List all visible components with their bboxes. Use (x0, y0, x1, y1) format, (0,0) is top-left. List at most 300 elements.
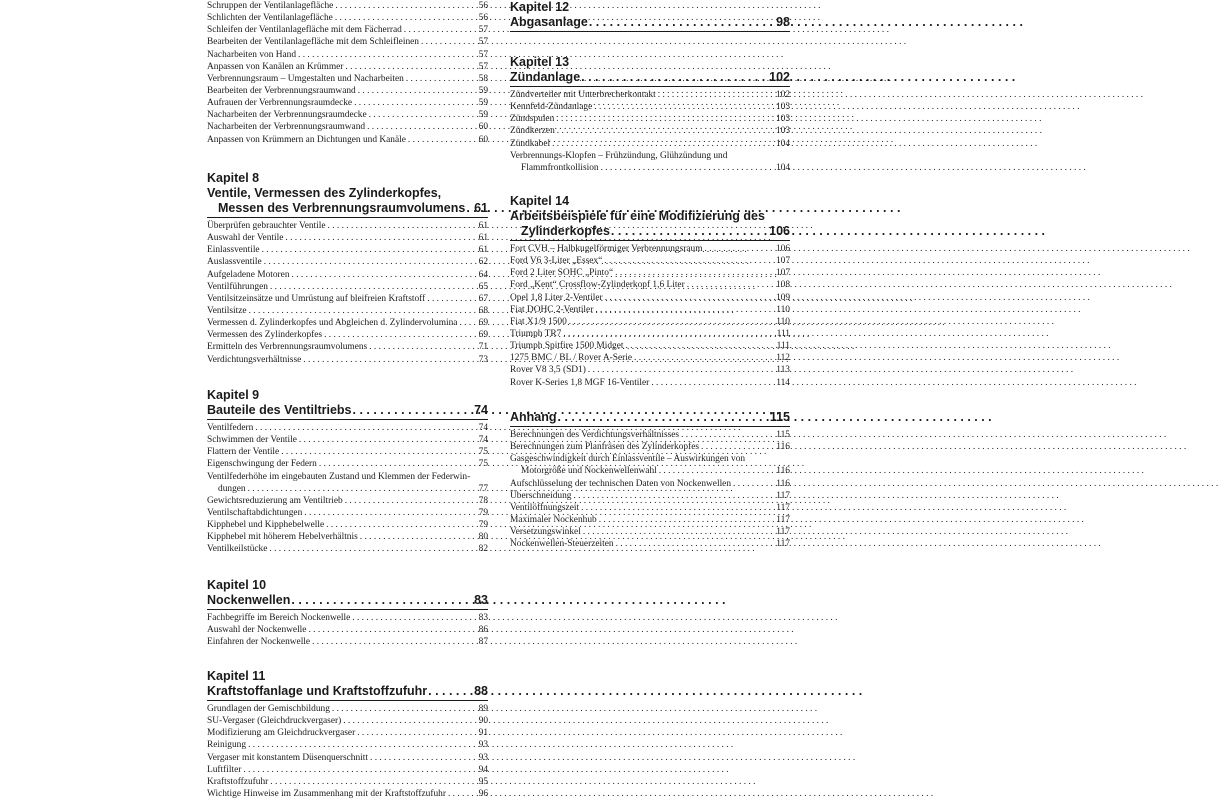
dot-leader (588, 15, 774, 30)
dot-leader (406, 134, 477, 146)
dot-leader (268, 281, 477, 293)
toc-entry[interactable] (207, 220, 488, 232)
entry-page: 67 (478, 293, 488, 304)
entry-page: 112 (776, 353, 790, 364)
entry-page: 64 (478, 269, 488, 280)
toc-entry[interactable] (510, 502, 790, 514)
entry-page: 96 (478, 788, 488, 799)
dot-leader (593, 304, 774, 316)
entry-page: 116 (776, 466, 790, 477)
dot-leader (310, 636, 477, 648)
entry-page: 60 (478, 134, 488, 145)
entry-page: 93 (478, 752, 488, 763)
toc-entry[interactable] (207, 281, 488, 293)
dot-leader (343, 61, 476, 73)
chapter-title[interactable] (207, 186, 488, 201)
entry-page: 117 (776, 502, 790, 513)
toc-entry[interactable] (510, 138, 790, 150)
dot-leader (603, 292, 774, 304)
dot-leader (333, 12, 477, 24)
dot-leader (330, 703, 477, 715)
entry-page: 117 (776, 514, 790, 525)
toc-entry-list (510, 243, 790, 389)
toc-entry[interactable] (510, 429, 790, 441)
dot-leader (343, 495, 477, 507)
dot-leader (367, 109, 477, 121)
dot-leader (703, 243, 774, 255)
dot-leader (301, 354, 476, 366)
toc-entry[interactable] (207, 305, 488, 317)
dot-leader (290, 269, 477, 281)
toc-entry[interactable] (207, 636, 488, 648)
entry-page: 117 (776, 527, 790, 538)
dot-leader (268, 776, 476, 788)
entry-page: 107 (775, 256, 790, 267)
entry-page: 110 (776, 316, 790, 327)
entry-title: Ermitteln des Verbrennungsraumvolumens (207, 342, 368, 353)
entry-title: Auswahl der Nockenwelle (207, 625, 307, 636)
entry-page: 104 (775, 138, 790, 149)
entry-page: 74 (478, 435, 488, 446)
entry-title: Versetzungswinkel (510, 527, 581, 538)
dot-leader (679, 429, 774, 441)
dot-leader (457, 317, 476, 329)
chapter-title[interactable] (207, 593, 488, 608)
toc-entry[interactable] (510, 304, 790, 316)
entry-title: Maximaler Nockenhub (510, 514, 597, 525)
entry-page: 59 (478, 85, 488, 96)
dot-leader (322, 329, 477, 341)
entry-page: 89 (478, 704, 488, 714)
entry-page: 57 (478, 49, 488, 60)
entry-page: 117 (776, 539, 790, 550)
entry-title: Kennfeld-Zündanlage (510, 102, 593, 113)
entry-title: Ford „Kent“ Crossflow-Zylinderkopf 1,6 Liter (510, 280, 685, 291)
entry-page: 74 (478, 423, 488, 433)
entry-title: Kipphebel mit höherem Hebelverhältnis (207, 532, 358, 543)
entry-page: 69 (478, 330, 488, 341)
toc-entry[interactable] (510, 490, 790, 502)
chapter-number: Kapitel 13 (510, 55, 570, 69)
chapter-title-text: Nockenwellen (207, 593, 291, 607)
toc-entry[interactable] (510, 279, 790, 291)
dot-leader (599, 162, 774, 174)
dot-leader (550, 138, 774, 150)
appendix-title[interactable] (510, 410, 790, 425)
toc-entry[interactable] (207, 121, 488, 133)
toc-entry[interactable] (207, 12, 488, 24)
entry-title: Vermessen des Zylinderkopfes (207, 330, 323, 341)
chapter-title-continued[interactable] (510, 224, 790, 239)
dot-leader (352, 403, 473, 418)
entry-title: Verdichtungsverhältnisse (207, 354, 302, 365)
toc-entry[interactable] (510, 113, 790, 125)
toc-entry[interactable] (510, 377, 790, 389)
toc-entry[interactable] (207, 341, 488, 353)
entry-page: 91 (478, 728, 488, 739)
chapter-number: Kapitel 11 (207, 669, 266, 683)
toc-entry[interactable] (207, 36, 488, 48)
dot-leader (365, 121, 477, 133)
entry-title: SU-Vergaser (Gleichdruckvergaser) (207, 716, 342, 727)
entry-page: 79 (478, 507, 488, 518)
dot-leader (326, 220, 477, 232)
entry-title: Eigenschwingung der Federn (207, 459, 317, 470)
entry-title: Auswahl der Ventile (207, 233, 284, 244)
entry-page: 111 (776, 328, 790, 339)
entry-page: 103 (775, 102, 790, 113)
chapter-divider (207, 419, 488, 420)
entry-page: 79 (478, 520, 488, 531)
entry-title: Fiat X1/9 1500 (510, 316, 567, 327)
dot-leader (356, 85, 477, 97)
entry-page: 108 (775, 280, 790, 291)
entry-page: 60 (478, 122, 488, 133)
dot-leader (246, 483, 477, 495)
entry-title: Einlassventile (207, 245, 260, 256)
entry-title-line2: dungen (218, 483, 246, 494)
entry-page: 93 (478, 740, 488, 751)
dot-leader (297, 434, 477, 446)
dot-leader (623, 340, 774, 352)
entry-title: Luftfilter (207, 764, 242, 775)
chapter-divider (510, 240, 790, 241)
chapter-number: Kapitel 8 (207, 171, 260, 185)
dot-leader (699, 441, 774, 453)
dot-leader (580, 70, 767, 85)
toc-entry[interactable] (510, 101, 790, 113)
toc-entry[interactable] (207, 49, 488, 61)
chapter-title[interactable] (510, 70, 790, 85)
dot-leader (350, 612, 476, 624)
entry-title-line1: Gasgeschwindigkeit durch Einlassventile – Auswirkungen von (510, 454, 746, 465)
entry-title: Ventilsitzeinsätze und Umrüstung auf bleifreien Kraftstoff (207, 293, 426, 304)
entry-title: Zündkerzen (510, 126, 555, 137)
dot-leader (279, 446, 476, 458)
entry-title: Fachbegriffe im Bereich Nockenwelle (207, 613, 351, 623)
dot-leader (341, 715, 476, 727)
toc-entry[interactable] (207, 727, 488, 739)
entry-title: Schwimmen der Ventile (207, 435, 297, 446)
dot-leader (597, 514, 775, 526)
appendix (510, 410, 790, 550)
entry-title: Ventilführungen (207, 281, 268, 292)
entry-page: 109 (775, 292, 790, 303)
toc-entry[interactable] (510, 352, 790, 364)
entry-page: 90 (478, 716, 488, 727)
entry-page: 103 (775, 114, 790, 125)
entry-title: Aufschlüsselung der technischen Daten von Nockenwellen (510, 478, 732, 489)
chapter-title-text: Kraftstoffanlage und Kraftstoffzufuhr (207, 684, 428, 698)
toc-entry[interactable] (207, 61, 488, 73)
toc-entry[interactable] (207, 269, 488, 281)
entry-page: 111 (776, 341, 790, 352)
toc-entry[interactable] (510, 441, 790, 453)
entry-title: Fort CVH – Halbkugelförmiger Verbrennungsraum (510, 244, 703, 254)
dot-leader (419, 36, 477, 48)
entry-page: 117 (776, 490, 790, 501)
chapter-divider (510, 86, 790, 87)
toc-entry[interactable] (207, 764, 488, 776)
chapter-title-line2: Zylinderkopfes (521, 224, 610, 238)
dot-leader (602, 255, 774, 267)
entry-title: Vermessen d. Zylinderkopfes und Abgleichen d. Zylindervolumina (207, 318, 458, 329)
entry-page: 68 (478, 305, 488, 316)
toc-entry[interactable] (510, 243, 790, 255)
toc-entry[interactable] (207, 434, 488, 446)
dot-leader (260, 244, 477, 256)
entry-title: Zündkabel (510, 138, 551, 149)
entry-page: 75 (478, 459, 488, 470)
entry-title-line2: Motorgröße und Nockenwellenwahl (521, 466, 657, 477)
entry-page: 106 (775, 244, 790, 254)
entry-page: 94 (478, 764, 488, 775)
entry-title: Modifizierung am Gleichdruckvergaser (207, 728, 356, 739)
toc-entry[interactable] (207, 752, 488, 764)
entry-title: Nacharbeiten von Hand (207, 49, 297, 60)
entry-page: 59 (478, 110, 488, 121)
chapter-page: 74 (474, 403, 488, 417)
toc-entry[interactable] (207, 507, 488, 519)
chapter-title-line1: Ventile, Vermessen des Zylinderkopfes, (207, 186, 442, 200)
toc-continued-section (207, 0, 488, 146)
dot-leader (306, 624, 476, 636)
dot-leader (555, 125, 774, 137)
toc-entry[interactable] (510, 538, 790, 550)
toc-entry-continued[interactable] (510, 465, 790, 477)
entry-title: Kipphebel und Kipphebelwelle (207, 520, 325, 531)
entry-title: Ventilkeilstücke (207, 544, 268, 555)
entry-page: 61 (478, 221, 488, 231)
toc-entry[interactable] (207, 293, 488, 305)
dot-leader (267, 543, 476, 555)
entry-page: 102 (775, 90, 790, 100)
toc-entry[interactable] (207, 354, 488, 366)
chapter-12 (510, 0, 790, 34)
dot-leader (465, 201, 472, 216)
entry-title: Ventilfedern (207, 423, 254, 433)
dot-leader (290, 593, 472, 608)
toc-entry[interactable] (207, 317, 488, 329)
toc-entry[interactable] (510, 89, 790, 101)
entry-title: Ventilöffnungszeit (510, 502, 580, 513)
entry-page: 73 (478, 354, 488, 365)
chapter-11 (207, 669, 488, 800)
toc-entry[interactable] (207, 85, 488, 97)
entry-title: Triumph Spitfire 1500 Midget (510, 341, 624, 352)
toc-entry[interactable] (207, 531, 488, 543)
toc-entry[interactable] (207, 612, 488, 624)
entry-title: Berechnungen zum Planfräsen des Zylinderkopfes (510, 442, 700, 453)
dot-leader (302, 507, 476, 519)
chapter-title-text: Bauteile des Ventiltriebs (207, 403, 352, 417)
toc-entry-wrapped[interactable] (510, 150, 790, 162)
toc-entry[interactable] (207, 543, 488, 555)
entry-page: 61 (478, 245, 488, 256)
chapter-14 (510, 194, 790, 389)
entry-page: 75 (478, 447, 488, 458)
entry-title: Aufgeladene Motoren (207, 269, 290, 280)
toc-entry[interactable] (207, 97, 488, 109)
entry-page: 61 (478, 233, 488, 244)
entry-title: Zündspulen (510, 114, 555, 125)
dot-leader (404, 73, 477, 85)
chapter-page: 88 (474, 684, 488, 698)
chapter-number: Kapitel 14 (510, 194, 570, 208)
toc-entry[interactable] (207, 24, 488, 36)
toc-entry[interactable] (207, 495, 488, 507)
toc-entry[interactable] (510, 340, 790, 352)
toc-entry-continued[interactable] (207, 483, 488, 495)
entry-title: Nacharbeiten der Verbrennungsraumdecke (207, 110, 367, 121)
entry-title-line1: Ventilfederhöhe im eingebauten Zustand und Klemmen der Federwin- (207, 471, 471, 482)
entry-title: Schleifen der Ventilanlagefläche mit dem Fächerrad (207, 25, 402, 36)
toc-entry[interactable] (510, 267, 790, 279)
chapter-8 (207, 171, 488, 366)
chapter-title[interactable] (207, 684, 488, 699)
toc-entry[interactable] (207, 788, 488, 800)
chapter-title-line2: Messen des Verbrennungsraumvolumens (218, 201, 466, 215)
dot-leader (425, 293, 476, 305)
dot-leader (586, 364, 774, 376)
chapter-title[interactable] (510, 15, 790, 30)
entry-title: Flattern der Ventile (207, 447, 280, 458)
entry-title: Schruppen der Ventilanlagefläche (207, 1, 334, 11)
chapter-title-text: Zündanlage (510, 70, 581, 84)
toc-entry-wrapped[interactable] (207, 471, 488, 483)
entry-title: Rover V8 3,5 (SD1) (510, 365, 586, 376)
chapter-title-text: Abgasanlage (510, 15, 588, 29)
entry-page: 57 (478, 61, 488, 72)
toc-entry[interactable] (207, 446, 488, 458)
chapter-13 (510, 55, 790, 174)
dot-leader (571, 490, 774, 502)
toc-entry[interactable] (207, 256, 488, 268)
entry-title: Grundlagen der Gemischbildung (207, 704, 330, 714)
toc-entry[interactable] (207, 73, 488, 85)
entry-page: 77 (478, 483, 488, 494)
toc-entry[interactable] (207, 776, 488, 788)
toc-entry[interactable] (510, 526, 790, 538)
entry-page: 87 (478, 637, 488, 648)
toc-entry[interactable] (510, 514, 790, 526)
toc-entry[interactable] (510, 478, 790, 490)
chapter-divider (510, 31, 790, 32)
entry-title: Berechnungen des Verdichtungsverhältnisses (510, 430, 680, 440)
entry-title: Nockenwellen-Steuerzeiten (510, 539, 614, 550)
toc-entry[interactable] (510, 316, 790, 328)
toc-entry[interactable] (207, 519, 488, 531)
appendix-title-text: Anhang (510, 410, 557, 424)
toc-entry[interactable] (207, 134, 488, 146)
toc-entry[interactable] (510, 125, 790, 137)
entry-title: Anpassen von Kanälen an Krümmer (207, 61, 344, 72)
entry-title: Ventilschaftabdichtungen (207, 507, 303, 518)
chapter-page: 102 (769, 70, 790, 84)
toc-entry-wrapped[interactable] (510, 453, 790, 465)
dot-leader (247, 305, 477, 317)
chapter-title-continued[interactable] (207, 201, 488, 216)
toc-entry[interactable] (207, 458, 488, 470)
toc-entry[interactable] (510, 328, 790, 340)
chapter-page: 61 (474, 201, 488, 215)
toc-entry[interactable] (207, 329, 488, 341)
entry-page: 113 (776, 365, 790, 376)
chapter-number: Kapitel 9 (207, 388, 260, 402)
entry-page: 116 (776, 478, 790, 489)
toc-entry[interactable] (207, 0, 488, 12)
entry-title: Fiat DOHC 2-Ventiler (510, 304, 594, 315)
entry-title: Triumph TR7 (510, 328, 562, 339)
dot-leader (427, 684, 472, 699)
toc-entry-list (207, 0, 488, 146)
dot-leader (352, 97, 477, 109)
dot-leader (557, 410, 768, 425)
dot-leader (592, 101, 774, 113)
entry-page: 65 (478, 281, 488, 292)
toc-entry[interactable] (207, 422, 488, 434)
dot-leader (355, 727, 476, 739)
entry-page: 56 (478, 1, 488, 11)
toc-entry-list (207, 422, 488, 556)
toc-entry[interactable] (510, 364, 790, 376)
entry-title: Ford 2 Liter SOHC „Pinto“ (510, 268, 614, 279)
entry-page: 116 (776, 442, 790, 453)
entry-title: Anpassen von Krümmern an Dichtungen und Kanäle (207, 134, 406, 145)
chapter-divider (207, 700, 488, 701)
dot-leader (610, 224, 767, 239)
toc-entry[interactable] (207, 109, 488, 121)
appendix-page: 115 (769, 410, 790, 424)
entry-title: Opel 1,8 Liter 2-Ventiler (510, 292, 603, 303)
entry-title: Vergaser mit konstantem Düsenquerschnitt (207, 752, 368, 763)
toc-entry-continued[interactable] (510, 162, 790, 174)
toc-entry[interactable] (207, 244, 488, 256)
entry-page: 107 (775, 268, 790, 279)
dot-leader (253, 422, 476, 434)
toc-entry[interactable] (207, 232, 488, 244)
entry-title: Einfahren der Nockenwelle (207, 637, 311, 648)
toc-entry[interactable] (510, 292, 790, 304)
chapter-title[interactable] (207, 403, 488, 418)
toc-entry[interactable] (510, 255, 790, 267)
toc-entry[interactable] (207, 715, 488, 727)
dot-leader (262, 256, 477, 268)
dot-leader (581, 526, 774, 538)
entry-title: Kraftstoffzufuhr (207, 776, 269, 787)
entry-page: 83 (478, 613, 488, 623)
entry-title: Auslassventile (207, 257, 262, 268)
entry-page: 86 (478, 625, 488, 636)
toc-entry[interactable] (207, 624, 488, 636)
chapter-title[interactable] (510, 209, 790, 224)
entry-page: 59 (478, 98, 488, 109)
toc-entry[interactable] (207, 703, 488, 715)
chapter-divider (207, 217, 488, 218)
entry-page: 56 (478, 13, 488, 24)
entry-page: 62 (478, 257, 488, 268)
dot-leader (358, 531, 477, 543)
dot-leader (561, 328, 774, 340)
chapter-page: 83 (474, 593, 488, 607)
toc-entry[interactable] (207, 739, 488, 751)
entry-page: 71 (478, 342, 488, 353)
chapter-number: Kapitel 10 (207, 578, 267, 592)
chapter-page: 106 (769, 224, 790, 238)
dot-leader (246, 739, 477, 751)
entry-title: 1275 BMC / BL / Rover A-Serie (510, 353, 633, 364)
chapter-10 (207, 578, 488, 648)
